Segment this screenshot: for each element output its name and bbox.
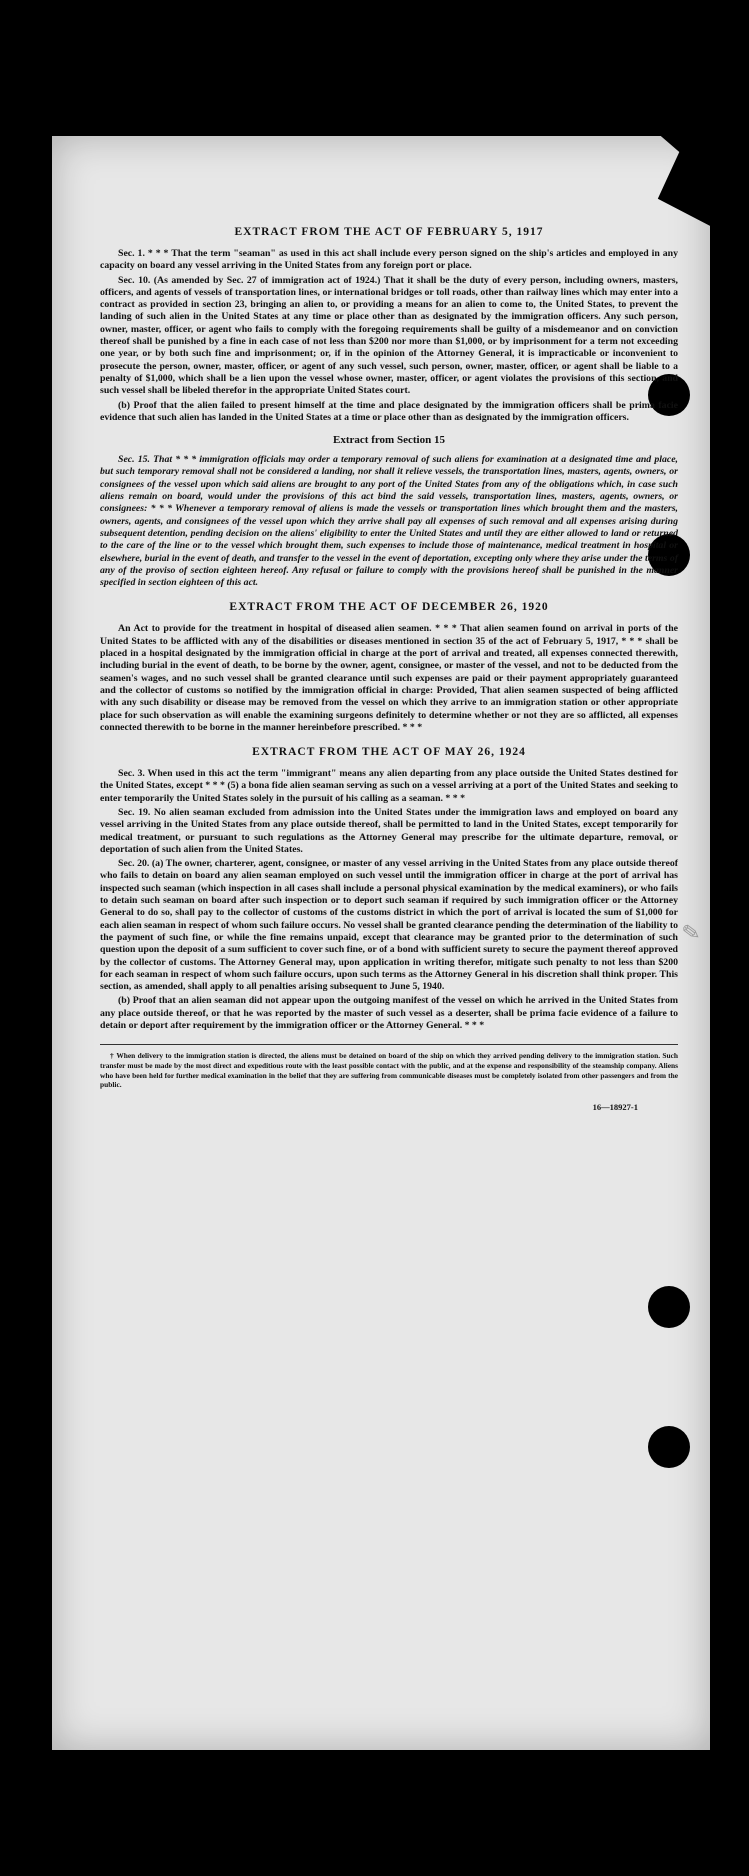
footnote: † When delivery to the immigration station is directed, the aliens must be detained on board of the ship on which they arrived pending delivery to the immigration station. Such transfer must be made by the most direct and expeditious route with the least possible contact with the public, and at the expense and responsibility of the steamship company. Aliens who have been held for further medical examination in the belief that they are suffering from communicable diseases must be completely isolated from other passengers and from the public.	[100, 1051, 678, 1090]
heading-section-15: Extract from Section 15	[333, 434, 445, 447]
paragraph-sec-20a: Sec. 20. (a) The owner, charterer, agent, consignee, or master of any vessel arriving in the United States from any place outside thereof who fails to detain on board any alien seaman employed on such vessel until the immigration officer in charge at the port of arrival has inspected such seaman (which inspection in all cases shall include a personal physical examination by the medical examiners), or who fails to detain such seaman on board after such inspection or to deport such seaman if required by such immigration officer or the Attorney General to do so, shall pay to the collector of customs of the customs district in which the port of arrival is located the sum of $1,000 for each alien seaman in respect of whom such failure occurs. No vessel shall be granted clearance pending the determination of the liability to the payment of such fine, or while the fine remains unpaid, except that clearance may be granted prior to the determination of such question upon the deposit of a sum sufficient to cover such fine, or of a bond with sufficient surety to secure the payment thereof approved by the collector of customs. The Attorney General may, upon application in writing therefor, mitigate such penalty to not less than $200 for each seaman in respect of whom such failure occurs, upon such terms as the Attorney General in his discretion shall think proper. This section, as amended, shall apply to all penalties arising subsequent to June 5, 1940.	[100, 858, 678, 993]
punch-hole	[648, 1426, 690, 1468]
footnote-block	[100, 1044, 678, 1089]
punch-hole	[648, 1286, 690, 1328]
document-page	[52, 136, 710, 1750]
paragraph-sec-20b: (b) Proof that an alien seaman did not appear upon the outgoing manifest of the vessel on which he arrived in the United States from any place outside thereof, or that he was reported by the master of such vessel as a deserter, shall be prima facie evidence of a failure to detain or deport after requirement by the immigration officer or the Attorney General. * * *	[100, 995, 678, 1032]
paragraph-sec-15: Sec. 15. That * * * immigration officials may order a temporary removal of such aliens for examination at a designated time and place, but such temporary removal shall not be considered a landing, nor shall it relieve vessels, the transportation lines, masters, agents, owners, or consignees of the vessel upon which said aliens are brought to any port of the United States from any of the obligations which, in case such aliens remain on board, would under the provisions of this act bind the said vessels, transportation lines, masters, agents, owners, or consignees: * * * Whenever a temporary removal of aliens is made the vessels or transportation lines which brought them and the masters, owners, agents, and consignees of the vessel upon which they arrive shall pay all expenses of such removal and all expenses arising during subsequent detention, pending decision on the aliens' eligibility to enter the United States and until they are either allowed to land or returned to the care of the line or to the vessel which brought them, such expenses to include those of maintenance, medical treatment in hospital or elsewhere, burial in the event of death, and transfer to the vessel in the event of deportation, excepting only where they arise under the terms of any of the proviso of section eighteen hereof. Any refusal or failure to comply with the provisions hereof shall be punished in the manner specified in section eighteen of this act.	[100, 454, 678, 589]
heading-act-1924: EXTRACT FROM THE ACT OF MAY 26, 1924	[252, 746, 526, 759]
torn-corner	[632, 136, 710, 230]
heading-act-1917: EXTRACT FROM THE ACT OF FEBRUARY 5, 1917	[234, 226, 544, 238]
paragraph-sec-10: Sec. 10. (As amended by Sec. 27 of immigration act of 1924.) That it shall be the duty of every person, including owners, masters, officers, and agents of vessels of transportation lines, or international bridges or toll roads, other than railway lines which may enter into a contract as provided in section 23, bringing an alien to, or providing a means for an alien to come to, the United States, to prevent the landing of such alien in the United States at any time or place other than as designated by the immigration officers. Any such person, owner, master, officer, or agent who fails to comply with the foregoing requirements shall be guilty of a misdemeanor and on conviction thereof shall be punished by a fine in each case of not less than $200 nor more than $1,000, or by imprisonment for a term not exceeding one year, or by both such fine and imprisonment; or, if in the opinion of the Attorney General, it is impracticable or inconvenient to prosecute the person, owner, master, officer, or agent of any such vessel, such person, owner, master, officer, or agent shall be liable to a penalty of $1,000, which shall be a lien upon the vessel whose owner, master, officer, or agent violates the provisions of this section, and such vessel shall be libeled therefor in the appropriate United States court.	[100, 274, 678, 397]
paragraph-sec-19: Sec. 19. No alien seaman excluded from admission into the United States under the immigration laws and employed on board any vessel arriving in the United States from any place outside thereof, shall be permitted to land in the United States, except temporarily for medical treatment, or pursuant to such regulations as the Attorney General may prescribe for the ultimate departure, removal, or deportation of such alien from the United States.	[100, 806, 678, 855]
paragraph-sec-1: Sec. 1. * * * That the term "seaman" as used in this act shall include every person signed on the ship's articles and employed in any capacity on board any vessel arriving in the United States from any foreign port or place.	[100, 248, 678, 272]
paragraph-act-1920: An Act to provide for the treatment in hospital of diseased alien seamen. * * * That alien seamen found on arrival in ports of the United States to be afflicted with any of the disabilities or diseases mentioned in section 35 of the act of February 5, 1917, * * * shall be placed in a hospital designated by the immigration official in charge at the port of arrival and treated, all expenses connected therewith, including burial in the event of death, to be borne by the owner, agent, consignee, or master of the vessel, and not to be deducted from the seamen's wages, and no such vessel shall be granted clearance until such expenses are paid or their payment appropriately guaranteed and the collector of customs so notified by the immigration official in charge: Provided, That alien seamen suspected of being afflicted with any such disability or disease may be removed from the vessel on which they arrive to an immigration station or other appropriate place for such observation as will enable the examining surgeons definitely to determine whether or not they are so afflicted, all expenses connected therewith to be borne in the manner hereinbefore prescribed. * * *	[100, 623, 678, 733]
pencil-mark: ✎	[679, 919, 702, 948]
document-body	[100, 226, 678, 1112]
paragraph-sec-10b: (b) Proof that the alien failed to present himself at the time and place designated by the immigration officers shall be prima facie evidence that such alien has landed in the United States at a time or place other than as designated by the immigration officers.	[100, 399, 678, 423]
heading-act-1920: EXTRACT FROM THE ACT OF DECEMBER 26, 1920	[229, 601, 549, 614]
form-code: 16—18927-1	[592, 1101, 638, 1112]
paragraph-sec-3: Sec. 3. When used in this act the term "immigrant" means any alien departing from any place outside the United States destined for the United States, except * * * (5) a bona fide alien seaman serving as such on a vessel arriving at a port of the United States and seeking to enter temporarily the United States solely in the pursuit of his calling as a seaman. * * *	[100, 768, 679, 804]
